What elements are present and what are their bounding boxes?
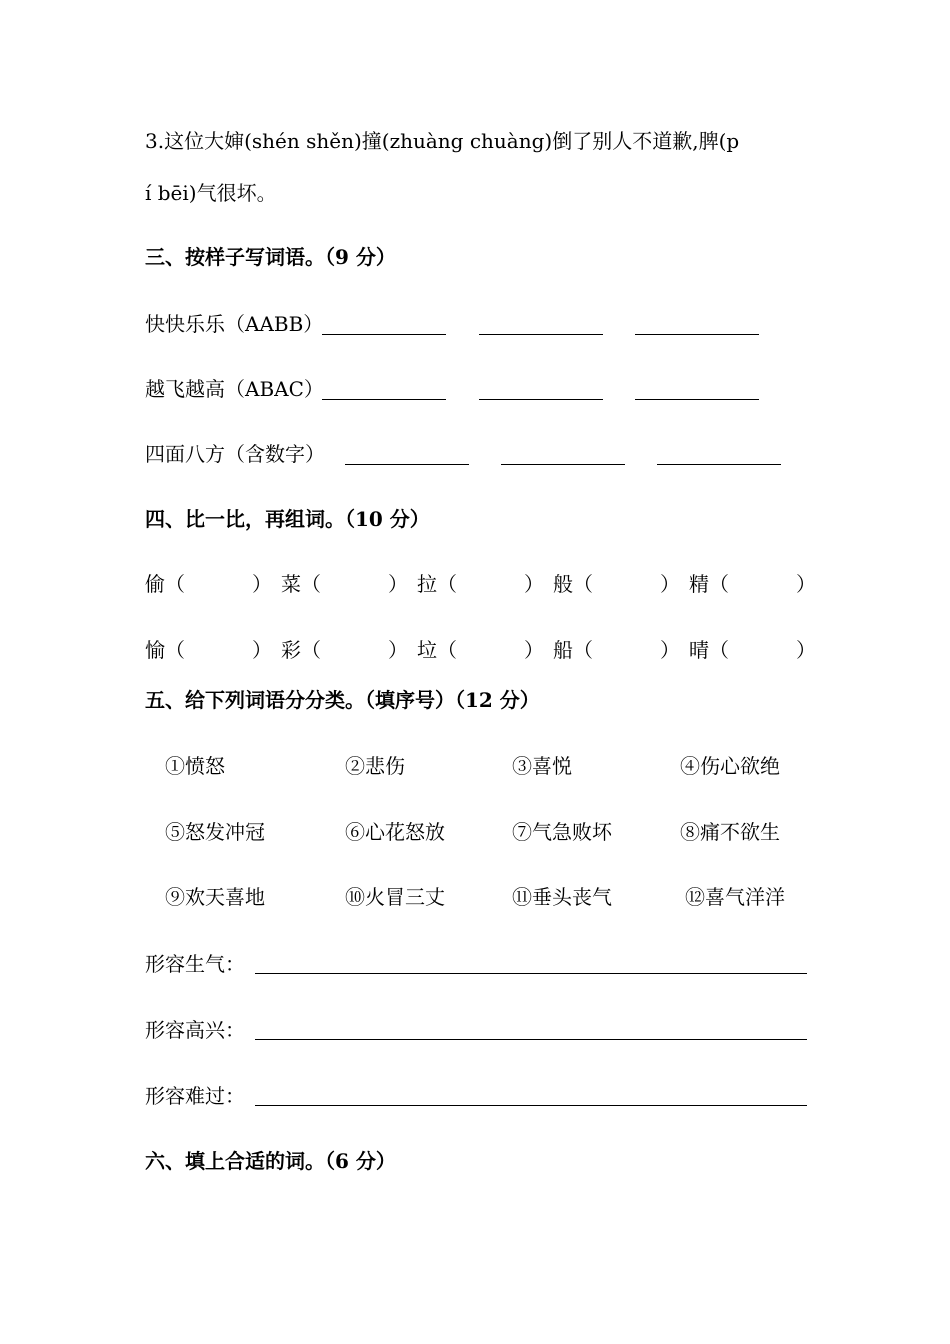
answer-blank[interactable] <box>322 377 446 400</box>
char-paren-open: 菜（ <box>281 572 321 596</box>
char-paren-open: 愉（ <box>145 638 185 662</box>
char-paren-open: 垃（ <box>417 638 457 662</box>
answer-blank[interactable] <box>479 377 603 400</box>
section3-title: 三、按样子写词语。（9 分） <box>145 245 396 269</box>
paren-close: ） <box>660 572 680 596</box>
q3-line1: 3.这位大婶(shén shěn)撞(zhuàng chuàng)倒了别人不道歉,脾(p <box>145 129 740 153</box>
answer-blank[interactable] <box>657 442 781 465</box>
category-label-happy: 形容高兴： <box>145 1018 245 1042</box>
paren-close: ） <box>252 572 272 596</box>
q3-line2: í bēi)气很坏。 <box>145 181 277 205</box>
word-item: ⑥心花怒放 <box>345 820 445 844</box>
section4-title: 四、比一比，再组词。（10 分） <box>145 507 430 531</box>
paren-close: ） <box>796 638 816 662</box>
char-paren-open: 精（ <box>689 572 729 596</box>
answer-line-happy[interactable] <box>255 1039 807 1040</box>
answer-blank[interactable] <box>479 312 603 335</box>
word-item: ④伤心欲绝 <box>680 754 780 778</box>
paren-close: ） <box>388 572 408 596</box>
answer-line-angry[interactable] <box>255 973 807 974</box>
word-item: ⑤怒发冲冠 <box>165 820 265 844</box>
char-paren-open: 晴（ <box>689 638 729 662</box>
char-paren-open: 拉（ <box>417 572 457 596</box>
word-item: ②悲伤 <box>345 754 405 778</box>
word-item: ⑫喜气洋洋 <box>685 885 785 909</box>
category-label-sad: 形容难过： <box>145 1084 245 1108</box>
paren-close: ） <box>524 638 544 662</box>
section3-row-2 <box>145 375 324 403</box>
paren-close: ） <box>660 638 680 662</box>
word-item: ⑪垂头丧气 <box>512 885 612 909</box>
char-paren-open: 般（ <box>553 572 593 596</box>
answer-line-sad[interactable] <box>255 1105 807 1106</box>
answer-blank[interactable] <box>322 312 446 335</box>
word-item: ③喜悦 <box>512 754 572 778</box>
category-label-angry: 形容生气： <box>145 952 245 976</box>
paren-close: ） <box>252 638 272 662</box>
row-label: 快快乐乐（AABB） <box>145 312 324 336</box>
paren-close: ） <box>388 638 408 662</box>
word-item: ⑦气急败坏 <box>512 820 612 844</box>
section5-title: 五、给下列词语分分类。（填序号）（12 分） <box>145 688 540 712</box>
char-paren-open: 偷（ <box>145 572 185 596</box>
answer-blank[interactable] <box>635 377 759 400</box>
row-label: 越飞越高（ABAC） <box>145 377 324 401</box>
word-item: ⑨欢天喜地 <box>165 885 265 909</box>
word-item: ⑧痛不欲生 <box>680 820 780 844</box>
answer-blank[interactable] <box>345 442 469 465</box>
char-paren-open: 彩（ <box>281 638 321 662</box>
section3-row-1 <box>145 310 323 338</box>
answer-blank[interactable] <box>635 312 759 335</box>
row-label: 四面八方（含数字） <box>145 442 325 466</box>
char-paren-open: 船（ <box>553 638 593 662</box>
paren-close: ） <box>524 572 544 596</box>
word-item: ⑩火冒三丈 <box>345 885 445 909</box>
word-item: ①愤怒 <box>165 754 225 778</box>
answer-blank[interactable] <box>501 442 625 465</box>
paren-close: ） <box>796 572 816 596</box>
section6-title: 六、填上合适的词。（6 分） <box>145 1149 396 1173</box>
section3-row-3 <box>145 440 325 468</box>
